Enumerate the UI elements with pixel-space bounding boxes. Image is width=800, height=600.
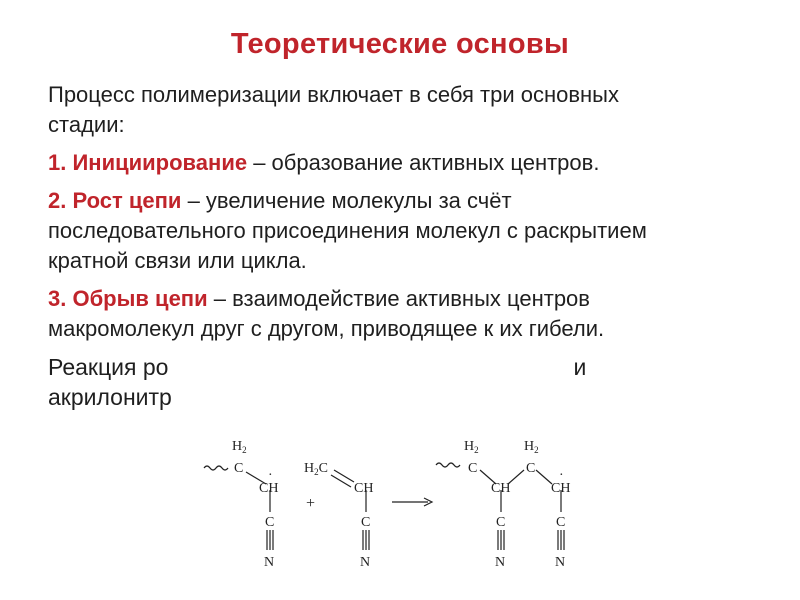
- monomer-cn-n-label: N: [360, 555, 371, 570]
- left-cn-c-label: C: [265, 515, 275, 530]
- wavy-chain-left: [204, 466, 228, 470]
- double-bond-a: [334, 470, 354, 482]
- stage-2-term: Рост цепи: [72, 188, 182, 213]
- stage-2-number: 2.: [48, 188, 67, 213]
- slide-body: [48, 80, 688, 420]
- polymerization-scheme: [196, 420, 616, 580]
- monomer-h2c-label: $H_2C$: [304, 461, 328, 477]
- bond-c2-ch2: [536, 470, 552, 484]
- product-ch2-label: CH: [551, 481, 571, 496]
- stage-3-paragraph: [48, 284, 688, 344]
- product-ch1-label: CH: [491, 481, 511, 496]
- stage-3-number: 3.: [48, 286, 67, 311]
- reaction-line1-end: и: [573, 354, 587, 380]
- stage-3-term: Обрыв цепи: [72, 286, 208, 311]
- product-c2-label: C: [526, 461, 536, 476]
- stage-2-description: – увеличение молекулы за счёт последовательного присоединения молекул с раскрытием кратной связи или цикла.: [48, 188, 647, 273]
- wavy-chain-right: [436, 463, 460, 467]
- stage-3-description: – взаимодействие активных центров макромолекул друг с другом, приводящее к их гибели.: [48, 286, 605, 341]
- slide-title: Теоретические основы: [230, 28, 570, 60]
- left-c-label: C: [234, 461, 244, 476]
- product-h2b-label: $H_2$: [524, 439, 539, 455]
- reaction-paragraph: [48, 352, 688, 412]
- radical-dot-left: ·: [268, 468, 273, 483]
- reaction-line1-start: Реакция ро: [48, 354, 169, 380]
- stage-1-paragraph: [48, 148, 688, 178]
- stage-1-term: Инициирование: [72, 150, 248, 175]
- intro-paragraph: Процесс полимеризации включает в себя три основных стадии:: [48, 82, 619, 137]
- product-c1-label: C: [468, 461, 478, 476]
- stage-1-description: – образование активных центров.: [247, 150, 600, 175]
- left-ch-label: CH: [259, 481, 279, 496]
- product-cn1-c-label: C: [496, 515, 506, 530]
- product-cn2-c-label: C: [556, 515, 566, 530]
- left-cn-n-label: N: [264, 555, 275, 570]
- product-cn1-n-label: N: [495, 555, 506, 570]
- reaction-scheme-svg: [196, 420, 616, 580]
- reaction-line2-start: акрилонитр: [48, 384, 172, 410]
- plus-sign: +: [306, 495, 316, 512]
- left-h2-label: $H_2$: [232, 439, 247, 455]
- product-h2a-label: $H_2$: [464, 439, 479, 455]
- monomer-cn-c-label: C: [361, 515, 371, 530]
- product-cn2-n-label: N: [555, 555, 566, 570]
- double-bond-b: [331, 475, 351, 487]
- stage-1-number: 1.: [48, 150, 67, 175]
- stage-2-paragraph: [48, 186, 688, 276]
- monomer-ch-label: CH: [354, 481, 374, 496]
- radical-dot-right: ·: [559, 468, 564, 483]
